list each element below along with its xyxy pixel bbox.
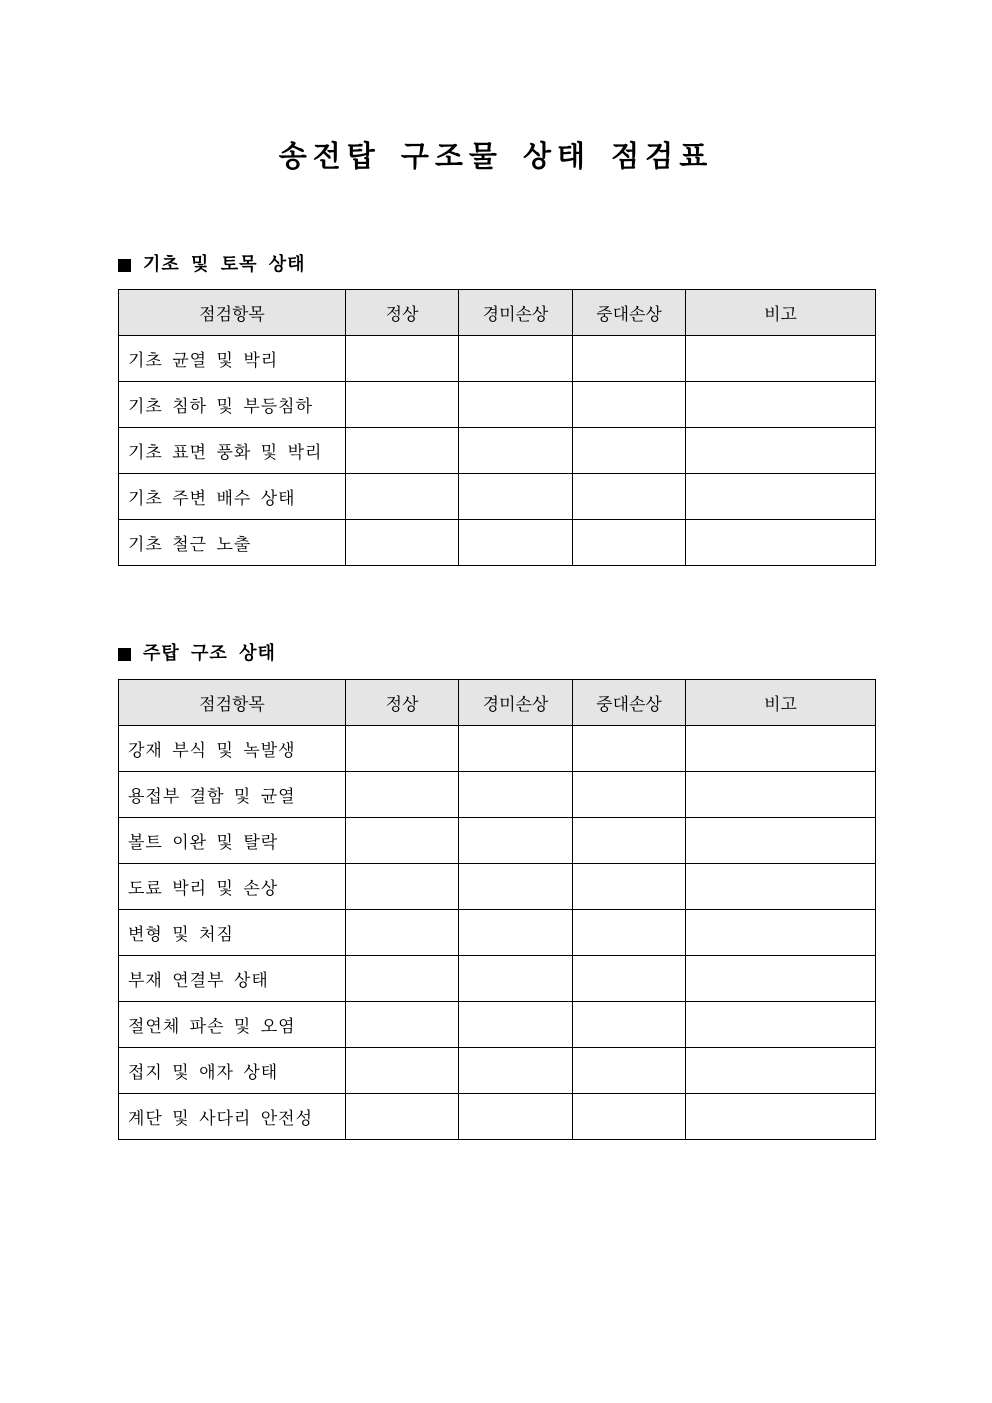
table-row — [119, 428, 876, 474]
normal-check-cell[interactable] — [346, 474, 459, 520]
column-header-major-damage: 중대손상 — [573, 680, 686, 726]
major-damage-check-cell[interactable] — [573, 382, 686, 428]
normal-check-cell[interactable] — [346, 336, 459, 382]
normal-check-cell[interactable] — [346, 726, 459, 772]
minor-damage-check-cell[interactable] — [459, 726, 573, 772]
page-title: 송전탑 구조물 상태 점검표 — [278, 139, 714, 173]
table-row — [119, 910, 876, 956]
section-heading-label: 기초 및 토목 상태 — [143, 254, 306, 275]
column-header-major-damage: 중대손상 — [573, 290, 686, 336]
remarks-cell[interactable] — [686, 382, 876, 428]
black-square-icon — [118, 648, 131, 661]
check-item-label: 강재 부식 및 녹발생 — [119, 726, 346, 772]
check-item-label: 기초 주변 배수 상태 — [119, 474, 346, 520]
remarks-cell[interactable] — [686, 474, 876, 520]
remarks-cell[interactable] — [686, 772, 876, 818]
normal-check-cell[interactable] — [346, 520, 459, 566]
normal-check-cell[interactable] — [346, 428, 459, 474]
check-item-label: 용접부 결함 및 균열 — [119, 772, 346, 818]
minor-damage-check-cell[interactable] — [459, 864, 573, 910]
major-damage-check-cell[interactable] — [573, 910, 686, 956]
remarks-cell[interactable] — [686, 818, 876, 864]
normal-check-cell[interactable] — [346, 818, 459, 864]
table-row — [119, 382, 876, 428]
minor-damage-check-cell[interactable] — [459, 910, 573, 956]
remarks-cell[interactable] — [686, 1002, 876, 1048]
normal-check-cell[interactable] — [346, 910, 459, 956]
column-header-normal: 정상 — [346, 290, 459, 336]
major-damage-check-cell[interactable] — [573, 956, 686, 1002]
minor-damage-check-cell[interactable] — [459, 336, 573, 382]
tower-structure-checklist-table — [118, 679, 876, 1140]
check-item-label: 기초 침하 및 부등침하 — [119, 382, 346, 428]
remarks-cell[interactable] — [686, 428, 876, 474]
major-damage-check-cell[interactable] — [573, 1048, 686, 1094]
normal-check-cell[interactable] — [346, 1048, 459, 1094]
remarks-cell[interactable] — [686, 726, 876, 772]
table-row — [119, 1094, 876, 1140]
section-heading-foundation — [118, 253, 306, 277]
major-damage-check-cell[interactable] — [573, 726, 686, 772]
check-item-label: 볼트 이완 및 탈락 — [119, 818, 346, 864]
minor-damage-check-cell[interactable] — [459, 428, 573, 474]
major-damage-check-cell[interactable] — [573, 336, 686, 382]
check-item-label: 기초 철근 노출 — [119, 520, 346, 566]
normal-check-cell[interactable] — [346, 864, 459, 910]
table-row — [119, 772, 876, 818]
major-damage-check-cell[interactable] — [573, 428, 686, 474]
section-heading-tower — [118, 642, 276, 666]
column-header-minor-damage: 경미손상 — [459, 290, 573, 336]
minor-damage-check-cell[interactable] — [459, 520, 573, 566]
table-row — [119, 1048, 876, 1094]
table-row — [119, 956, 876, 1002]
table-header-row — [119, 680, 876, 726]
remarks-cell[interactable] — [686, 520, 876, 566]
minor-damage-check-cell[interactable] — [459, 1002, 573, 1048]
remarks-cell[interactable] — [686, 1048, 876, 1094]
column-header-item: 점검항목 — [119, 680, 346, 726]
check-item-label: 절연체 파손 및 오염 — [119, 1002, 346, 1048]
major-damage-check-cell[interactable] — [573, 818, 686, 864]
column-header-item: 점검항목 — [119, 290, 346, 336]
table-row — [119, 336, 876, 382]
normal-check-cell[interactable] — [346, 772, 459, 818]
normal-check-cell[interactable] — [346, 382, 459, 428]
minor-damage-check-cell[interactable] — [459, 382, 573, 428]
minor-damage-check-cell[interactable] — [459, 956, 573, 1002]
column-header-remarks: 비고 — [686, 290, 876, 336]
table-row — [119, 474, 876, 520]
major-damage-check-cell[interactable] — [573, 1094, 686, 1140]
table-row — [119, 520, 876, 566]
check-item-label: 기초 균열 및 박리 — [119, 336, 346, 382]
major-damage-check-cell[interactable] — [573, 474, 686, 520]
remarks-cell[interactable] — [686, 864, 876, 910]
check-item-label: 계단 및 사다리 안전성 — [119, 1094, 346, 1140]
check-item-label: 접지 및 애자 상태 — [119, 1048, 346, 1094]
column-header-normal: 정상 — [346, 680, 459, 726]
check-item-label: 기초 표면 풍화 및 박리 — [119, 428, 346, 474]
remarks-cell[interactable] — [686, 910, 876, 956]
column-header-minor-damage: 경미손상 — [459, 680, 573, 726]
table-header-row — [119, 290, 876, 336]
table-row — [119, 726, 876, 772]
major-damage-check-cell[interactable] — [573, 1002, 686, 1048]
column-header-remarks: 비고 — [686, 680, 876, 726]
minor-damage-check-cell[interactable] — [459, 818, 573, 864]
minor-damage-check-cell[interactable] — [459, 1048, 573, 1094]
black-square-icon — [118, 259, 131, 272]
table-row — [119, 1002, 876, 1048]
major-damage-check-cell[interactable] — [573, 520, 686, 566]
table-row — [119, 818, 876, 864]
check-item-label: 부재 연결부 상태 — [119, 956, 346, 1002]
normal-check-cell[interactable] — [346, 1094, 459, 1140]
major-damage-check-cell[interactable] — [573, 772, 686, 818]
normal-check-cell[interactable] — [346, 956, 459, 1002]
remarks-cell[interactable] — [686, 336, 876, 382]
remarks-cell[interactable] — [686, 956, 876, 1002]
table-row — [119, 864, 876, 910]
check-item-label: 변형 및 처짐 — [119, 910, 346, 956]
foundation-checklist-table — [118, 289, 876, 566]
minor-damage-check-cell[interactable] — [459, 1094, 573, 1140]
normal-check-cell[interactable] — [346, 1002, 459, 1048]
minor-damage-check-cell[interactable] — [459, 474, 573, 520]
check-item-label: 도료 박리 및 손상 — [119, 864, 346, 910]
remarks-cell[interactable] — [686, 1094, 876, 1140]
minor-damage-check-cell[interactable] — [459, 772, 573, 818]
major-damage-check-cell[interactable] — [573, 864, 686, 910]
section-heading-label: 주탑 구조 상태 — [143, 643, 276, 664]
